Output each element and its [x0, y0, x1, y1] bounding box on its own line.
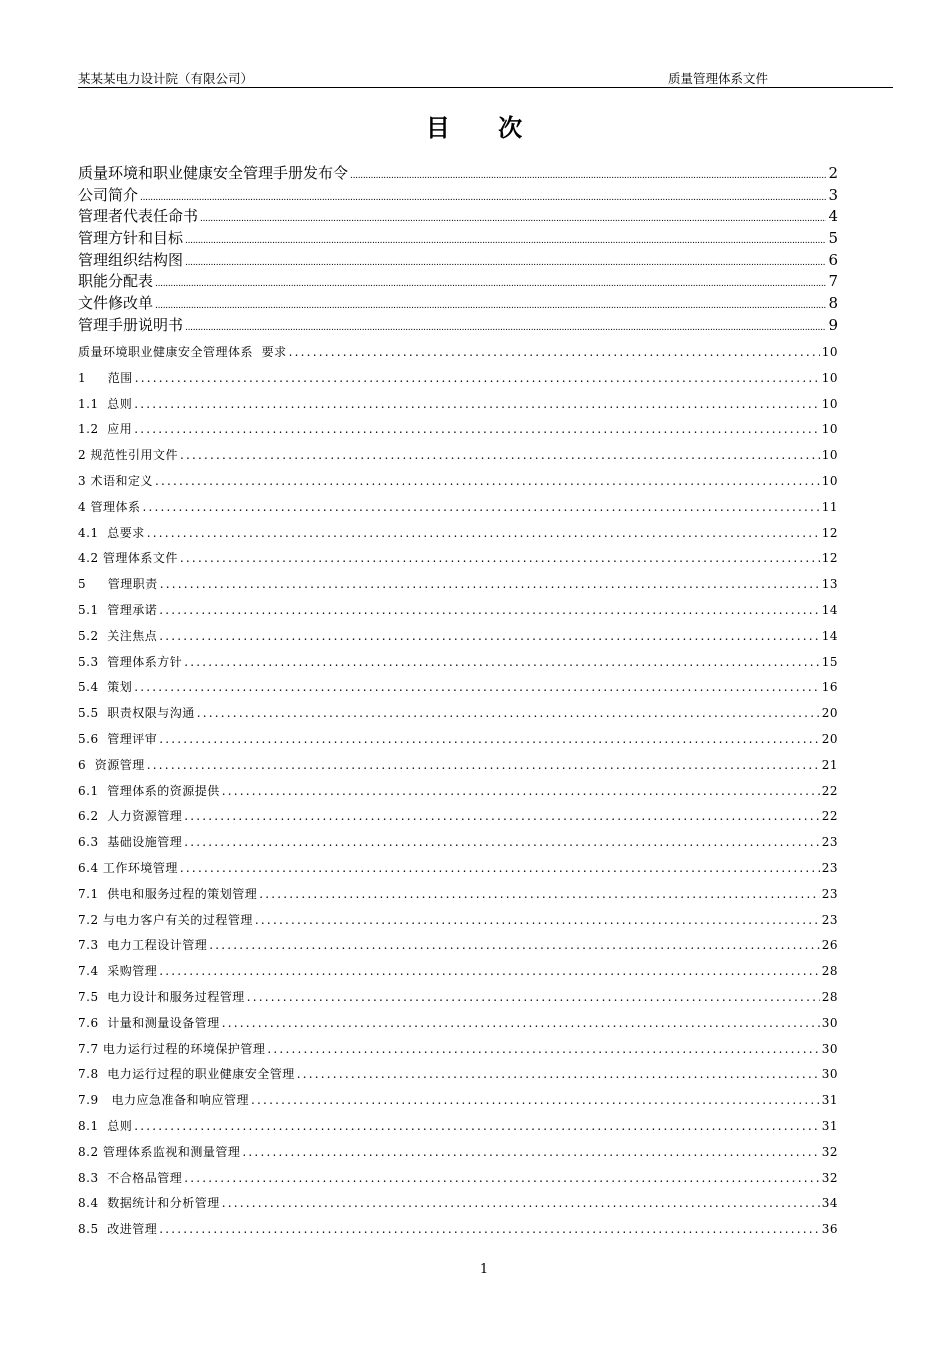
toc-leader-dots	[155, 469, 820, 495]
toc-entry-label: 2 规范性引用文件	[78, 448, 178, 463]
toc-leader-dots	[247, 985, 820, 1011]
toc-entry[interactable]	[78, 392, 838, 418]
toc-entry-page: 36	[821, 1222, 838, 1237]
toc-entry-label: 7.5 电力设计和服务过程管理	[78, 989, 245, 1004]
toc-entry-label: 4.2 管理体系文件	[78, 551, 178, 566]
toc-entry-label: 5.6 管理评审	[78, 731, 158, 746]
toc-leader-dots	[184, 1166, 820, 1192]
toc-entry-label: 6.2 人力资源管理	[78, 809, 183, 824]
company-name: 某某某电力设计院（有限公司）	[78, 71, 254, 86]
toc-entry-label: 6 资源管理	[78, 757, 145, 772]
toc-entry[interactable]	[78, 1114, 838, 1140]
toc-entry[interactable]	[78, 443, 838, 469]
toc-entry[interactable]	[78, 495, 838, 521]
toc-entry-label: 8.2 管理体系监视和测量管理	[78, 1144, 241, 1159]
toc-entry-label: 职能分配表	[78, 272, 154, 291]
toc-leader-dots	[350, 166, 826, 188]
toc-entry-label: 7.4 采购管理	[78, 964, 158, 979]
toc-entry[interactable]	[78, 1140, 838, 1166]
toc-entry-page: 34	[821, 1196, 838, 1211]
toc-entry[interactable]	[78, 228, 838, 250]
toc-leader-dots	[255, 908, 820, 934]
toc-entry-label: 1 范围	[78, 370, 133, 385]
toc-leader-dots	[155, 274, 826, 296]
toc-entry-page: 22	[821, 783, 838, 798]
toc-leader-dots	[142, 495, 819, 521]
toc-entry[interactable]	[78, 804, 838, 830]
page-title: 目 次	[425, 114, 543, 142]
toc-entry-label: 5.5 职责权限与沟通	[78, 706, 195, 721]
toc-leader-dots	[155, 296, 826, 318]
toc-entry-page: 3	[828, 185, 838, 204]
toc-leader-dots	[147, 521, 820, 547]
toc-leader-dots	[134, 675, 820, 701]
toc-entry-page: 21	[821, 757, 838, 772]
toc-leader-dots	[159, 1217, 820, 1243]
toc-entry[interactable]	[78, 271, 838, 293]
toc-entry-page: 23	[821, 860, 838, 875]
toc-entry-label: 7.1 供电和服务过程的策划管理	[78, 886, 258, 901]
toc-leader-dots	[200, 209, 826, 231]
toc-entry[interactable]	[78, 206, 838, 228]
toc-entry-page: 28	[821, 989, 838, 1004]
toc-entry[interactable]	[78, 250, 838, 272]
toc-entry-page: 8	[828, 294, 838, 313]
toc-leader-dots	[222, 1011, 820, 1037]
toc-leader-dots	[159, 727, 820, 753]
toc-leader-dots	[259, 882, 820, 908]
toc-entry-label: 8.1 总则	[78, 1118, 133, 1133]
toc-entry[interactable]	[78, 650, 838, 676]
toc-entry[interactable]	[78, 598, 838, 624]
toc-entry-label: 文件修改单	[78, 294, 154, 313]
toc-entry-page: 5	[828, 229, 838, 248]
toc-entry-page: 10	[821, 396, 838, 411]
toc-entry-page: 11	[821, 499, 838, 514]
toc-entry-label: 管理者代表任命书	[78, 207, 199, 226]
toc-entry-label: 8.4 数据统计和分析管理	[78, 1196, 220, 1211]
toc-entry[interactable]	[78, 624, 838, 650]
toc-entry-label: 公司简介	[78, 185, 139, 204]
toc-entry[interactable]	[78, 469, 838, 495]
toc-entry-page: 14	[821, 602, 838, 617]
toc-entry-label: 7.2 与电力客户有关的过程管理	[78, 912, 253, 927]
toc-leader-dots	[242, 1140, 819, 1166]
toc-leader-dots	[180, 856, 820, 882]
toc-leader-dots	[209, 933, 820, 959]
toc-entry[interactable]	[78, 366, 838, 392]
toc-entry-page: 2	[828, 164, 838, 182]
toc-entry-label: 5 管理职责	[78, 577, 158, 592]
toc-entry-page: 13	[821, 577, 838, 592]
toc-entry-label: 质量环境和职业健康安全管理手册发布令	[78, 164, 349, 182]
toc-leader-dots	[184, 650, 820, 676]
toc-leader-dots	[147, 753, 820, 779]
toc-entry[interactable]	[78, 546, 838, 572]
toc-entry[interactable]	[78, 701, 838, 727]
toc-entry-page: 31	[821, 1118, 838, 1133]
toc-entry[interactable]	[78, 1191, 838, 1217]
toc-entry-page: 20	[821, 706, 838, 721]
toc-entry-page: 23	[821, 912, 838, 927]
toc-entry-page: 30	[821, 1041, 838, 1056]
toc-leader-dots	[185, 253, 826, 275]
toc-leader-dots	[185, 318, 826, 340]
toc-entry-page: 7	[828, 272, 838, 291]
toc-leader-dots	[222, 1191, 820, 1217]
toc-entry-page: 12	[821, 551, 838, 566]
toc-leader-dots	[159, 598, 820, 624]
toc-leader-dots	[134, 417, 820, 443]
toc-entry-page: 32	[821, 1170, 838, 1185]
toc-leader-dots	[222, 779, 820, 805]
toc-entry-page: 10	[821, 448, 838, 463]
toc-entry-label: 6.3 基础设施管理	[78, 835, 183, 850]
toc-entry[interactable]	[78, 830, 838, 856]
toc-entry[interactable]	[78, 1217, 838, 1243]
toc-leader-dots	[185, 231, 826, 253]
toc-leader-dots	[160, 572, 820, 598]
toc-entry-page: 10	[821, 370, 838, 385]
toc-entry[interactable]	[78, 1166, 838, 1192]
toc-leader-dots	[134, 392, 820, 418]
toc-leader-dots	[180, 546, 820, 572]
toc-entry[interactable]	[78, 293, 838, 315]
toc-entry-page: 30	[821, 1067, 838, 1082]
toc-entry-label: 管理组织结构图	[78, 250, 184, 269]
toc-entry[interactable]	[78, 933, 838, 959]
toc-entry-page: 22	[821, 809, 838, 824]
toc-entry-page: 12	[821, 525, 838, 540]
toc-entry-page: 6	[828, 250, 838, 269]
toc-entry-label: 管理手册说明书	[78, 315, 184, 334]
toc-entry[interactable]	[78, 315, 838, 337]
document-type: 质量管理体系文件	[668, 71, 769, 86]
toc-entry[interactable]	[78, 1037, 838, 1063]
toc-entry[interactable]	[78, 753, 838, 779]
toc-entry-page: 9	[828, 315, 838, 334]
toc-entry[interactable]	[78, 572, 838, 598]
toc-leader-dots	[197, 701, 820, 727]
toc-entry-label: 6.4 工作环境管理	[78, 860, 178, 875]
toc-minor-section	[78, 340, 838, 1243]
toc-entry-page: 20	[821, 731, 838, 746]
toc-leader-dots	[297, 1062, 820, 1088]
toc-entry-page: 23	[821, 886, 838, 901]
toc-entry-label: 4 管理体系	[78, 499, 141, 514]
toc-leader-dots	[159, 624, 820, 650]
toc-entry-label: 8.5 改进管理	[78, 1222, 158, 1237]
toc-entry-label: 7.8 电力运行过程的职业健康安全管理	[78, 1067, 295, 1082]
toc-entry-page: 30	[821, 1015, 838, 1030]
page-number: 1	[479, 1262, 489, 1277]
toc-entry[interactable]	[78, 1062, 838, 1088]
toc-entry-label: 质量环境职业健康安全管理体系 要求	[78, 345, 287, 359]
toc-entry[interactable]	[78, 959, 838, 985]
toc-entry[interactable]	[78, 779, 838, 805]
toc-leader-dots	[140, 188, 826, 210]
toc-leader-dots	[184, 830, 820, 856]
toc-entry[interactable]	[78, 417, 838, 443]
toc-leader-dots	[159, 959, 820, 985]
toc-entry[interactable]	[78, 985, 838, 1011]
toc-leader-dots	[134, 1114, 820, 1140]
toc-entry-label: 7.3 电力工程设计管理	[78, 938, 208, 953]
toc-entry[interactable]	[78, 185, 838, 207]
toc-major-section	[78, 163, 838, 337]
toc-entry-page: 4	[828, 207, 838, 226]
toc-entry-label: 7.6 计量和测量设备管理	[78, 1015, 220, 1030]
toc-entry-label: 管理方针和目标	[78, 229, 184, 248]
toc-entry-label: 1.2 应用	[78, 422, 133, 437]
toc-entry-page: 26	[821, 938, 838, 953]
toc-entry-page: 15	[821, 654, 838, 669]
page-header	[78, 67, 893, 88]
toc-entry[interactable]	[78, 1011, 838, 1037]
toc-entry-label: 8.3 不合格品管理	[78, 1170, 183, 1185]
toc-entry-page: 31	[821, 1093, 838, 1108]
toc-leader-dots	[184, 804, 820, 830]
toc-leader-dots	[180, 443, 820, 469]
toc-entry-label: 5.2 关注焦点	[78, 628, 158, 643]
toc-entry-page: 14	[821, 628, 838, 643]
toc-entry-page: 32	[821, 1144, 838, 1159]
toc-entry[interactable]	[78, 675, 838, 701]
toc-entry[interactable]	[78, 727, 838, 753]
toc-entry-label: 5.4 策划	[78, 680, 133, 695]
toc-leader-dots	[267, 1037, 819, 1063]
toc-entry[interactable]	[78, 340, 838, 366]
toc-leader-dots	[135, 366, 820, 392]
toc-entry-label: 5.3 管理体系方针	[78, 654, 183, 669]
toc-entry-page: 28	[821, 964, 838, 979]
toc-entry-label: 6.1 管理体系的资源提供	[78, 783, 220, 798]
toc-leader-dots	[289, 340, 820, 366]
toc-leader-dots	[251, 1088, 820, 1114]
toc-entry-page: 23	[821, 835, 838, 850]
toc-entry-page: 10	[821, 345, 838, 359]
toc-entry[interactable]	[78, 882, 838, 908]
toc-entry-page: 10	[821, 473, 838, 488]
toc-entry-label: 7.7 电力运行过程的环境保护管理	[78, 1041, 266, 1056]
toc-entry-page: 16	[821, 680, 838, 695]
toc-entry[interactable]	[78, 856, 838, 882]
toc-entry-label: 7.9 电力应急准备和响应管理	[78, 1093, 250, 1108]
toc-entry-page: 10	[821, 422, 838, 437]
toc-entry[interactable]	[78, 163, 838, 185]
toc-entry-label: 4.1 总要求	[78, 525, 145, 540]
toc-entry-label: 1.1 总则	[78, 396, 133, 411]
toc-entry[interactable]	[78, 521, 838, 547]
toc-entry-label: 3 术语和定义	[78, 473, 153, 488]
toc-entry[interactable]	[78, 1088, 838, 1114]
toc-entry-label: 5.1 管理承诺	[78, 602, 158, 617]
toc-entry[interactable]	[78, 908, 838, 934]
